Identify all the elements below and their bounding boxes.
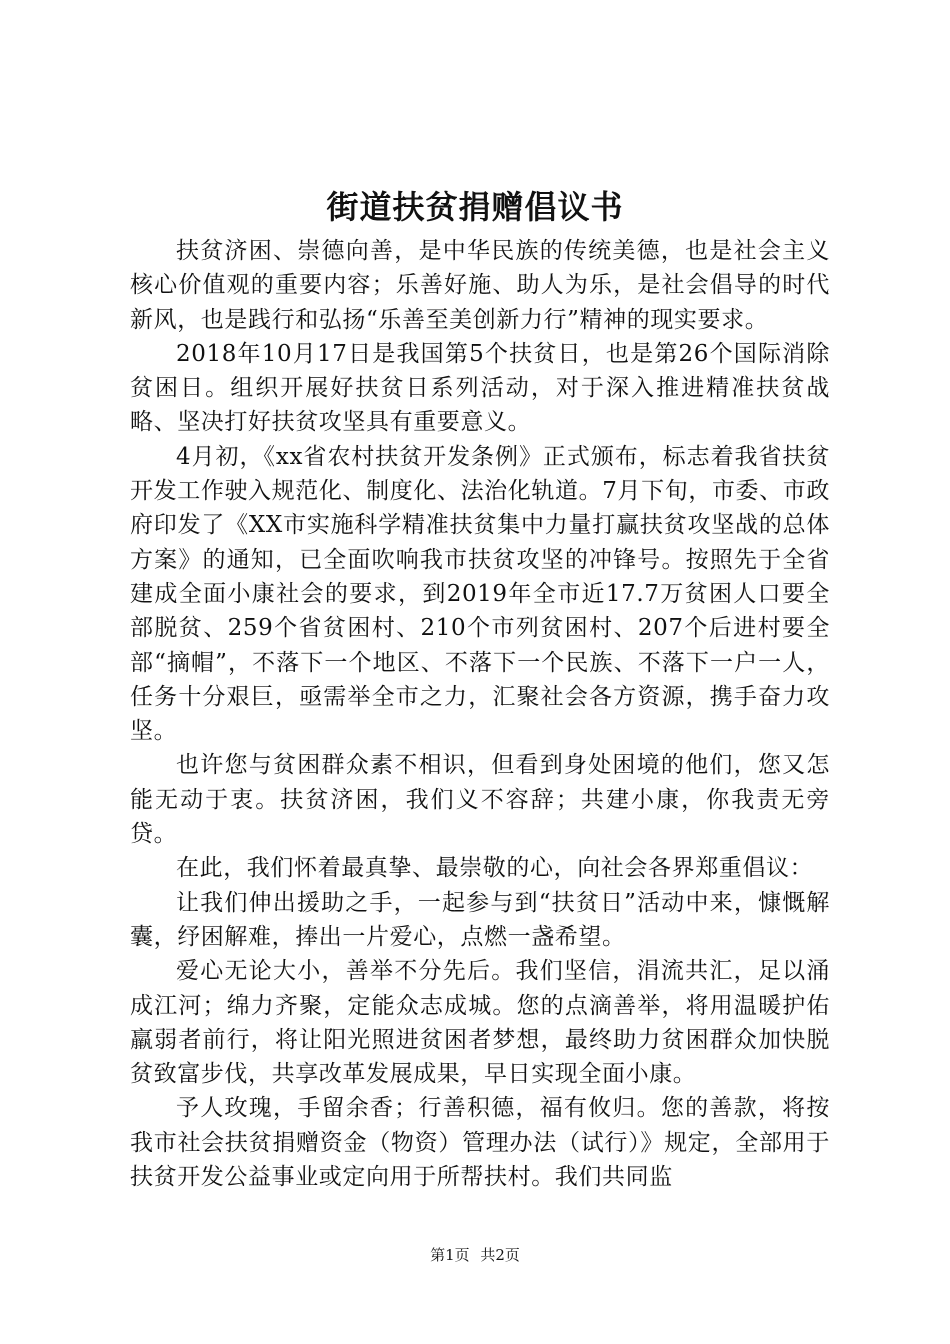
page-total: 共2页 xyxy=(480,1246,520,1264)
paragraph-5: 在此，我们怀着最真挚、最崇敬的心，向社会各界郑重倡议： xyxy=(176,855,814,882)
paragraph-2: 2018年10月17日是我国第5个扶贫日，也是第26个国际消除贫困日。组织开展好扶贫日系列活动，对于深入推进精准扶贫战略、坚决打好扶贫攻坚具有重要意义。 xyxy=(130,340,830,436)
page-footer xyxy=(0,1244,950,1266)
paragraph-8: 予人玫瑰，手留余香；行善积德，福有攸归。您的善款，将按我市社会扶贫捐赠资金（物资）管理办法（试行）》规定，全部用于扶贫开发公益事业或定向用于所帮扶村。我们共同监 xyxy=(130,1095,830,1191)
paragraph-7: 爱心无论大小，善举不分先后。我们坚信，涓流共汇，足以涌成江河；绵力齐聚，定能众志成城。您的点滴善举，将用温暖护佑羸弱者前行，将让阳光照进贫困者梦想，最终助力贫困群众加快脱贫致富步伐，共享改革发展成果，早日实现全面小康。 xyxy=(130,958,830,1088)
paragraph-6: 让我们伸出援助之手，一起参与到“扶贫日”活动中来，慷慨解囊，纾困解难，捧出一片爱心，点燃一盏希望。 xyxy=(130,889,830,950)
paragraph-4: 也许您与贫困群众素不相识，但看到身处困境的他们，您又怎能无动于衷。扶贫济困，我们义不容辞；共建小康，你我责无旁贷。 xyxy=(130,752,830,848)
page-number: 第1页 xyxy=(430,1246,470,1264)
document-title: 街道扶贫捐赠倡议书 xyxy=(326,188,624,226)
paragraph-1: 扶贫济困、崇德向善，是中华民族的传统美德，也是社会主义核心价值观的重要内容；乐善好施、助人为乐，是社会倡导的时代新风，也是践行和弘扬“乐善至美创新力行”精神的现实要求。 xyxy=(130,238,830,333)
paragraph-3: 4月初，《xx省农村扶贫开发条例》正式颁布，标志着我省扶贫开发工作驶入规范化、制度化、法治化轨道。7月下旬，市委、市政府印发了《XX市实施科学精准扶贫集中力量打赢扶贫攻坚战的总体方案》的通知，已全面吹响我市扶贫攻坚的冲锋号。按照先于全省建成全面小康社会的要求，到2019年全市近17.7万贫困人口要全部脱贫、259个省贫困村、210个市列贫困村、207个后进村要全部“摘帽”，不落下一个地区、不落下一个民族、不落下一户一人，任务十分艰巨，亟需举全市之力，汇聚社会各方资源，携手奋力攻坚。 xyxy=(130,443,830,745)
document-body xyxy=(130,234,830,1194)
